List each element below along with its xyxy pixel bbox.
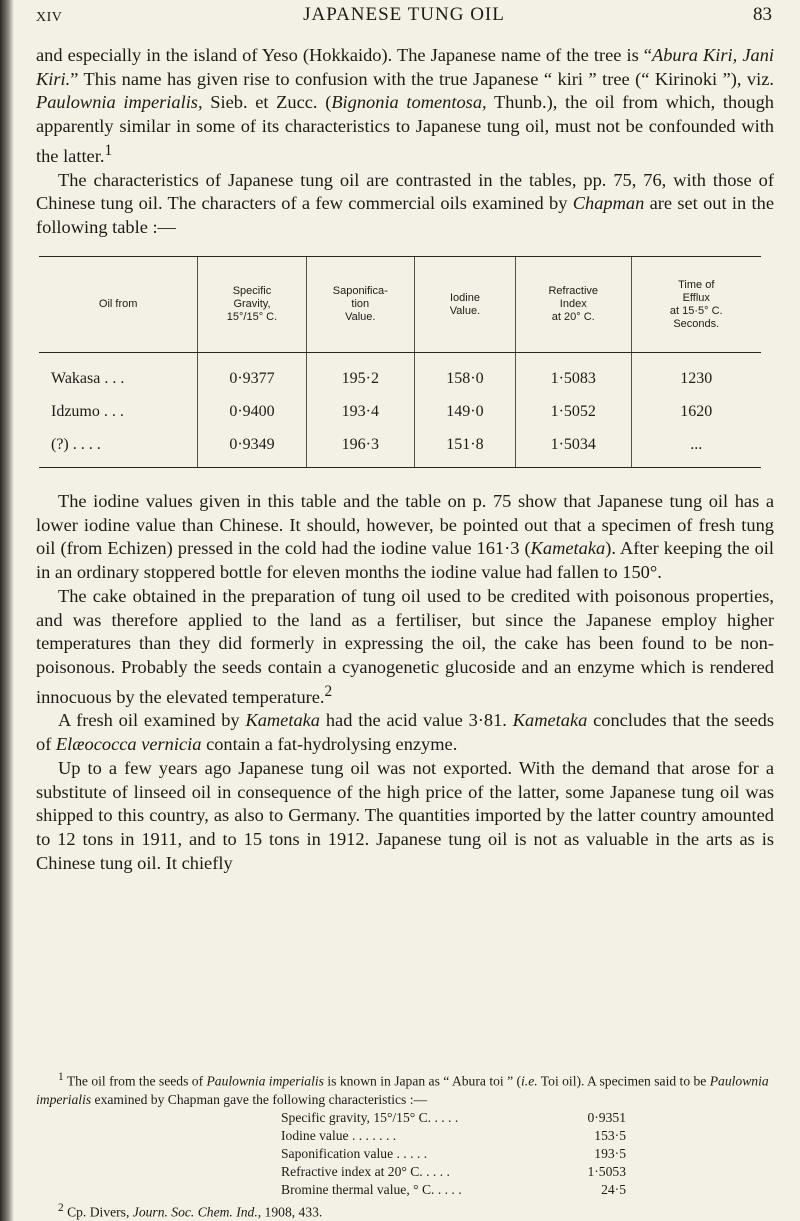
col-refractive-index: Refractive Index at 20° C. [516,257,632,353]
footnote-2: $^2$ Cp. Divers, Journ. Soc. Chem. Ind., 1908, 433. [58,1201,323,1220]
paragraph-acid-value: A fresh oil examined by Kametaka had the acid value 3·81. Kametaka concludes that the seeds of Elæococca vernicia contain a fat-hydrolysing enzyme. [36,710,775,755]
running-title: JAPANESE TUNG OIL [303,4,505,25]
list-item: Specific gravity, 15°/15° C. . . . . 0·9351 [281,1109,626,1125]
table-row: Wakasa . . . 0·9377 195·2 158·0 1·5083 1230 [39,353,761,396]
col-oil-from: Oil from [39,257,198,353]
footnote-ref-2: 2 [324,682,333,700]
paulownia-characteristics-list [281,1109,626,1199]
col-saponification: Saponifica- tion Value. [306,257,414,353]
list-item: Saponification value . . . . . 193·5 [281,1145,626,1161]
paragraph-yeso: and especially in the island of Yeso (Hokkaido). The Japanese name of the tree is “Abura Kiri, Jani Kiri.” This name has given rise to confusion with the true Japanese “ kiri ” tree (“ Kirinoki ”), viz. Paulownia imperialis, Sieb. et Zucc. (Bignonia tomentosa, Thunb.), the oil from which, though apparently similar in some of its characteristics to Japanese tung oil, must not be confounded with the latter.$^1$ [36,45,774,166]
footnotes [36,1068,774,1221]
page-number: 83 [753,4,772,25]
footnote-1: $^1$ The oil from the seeds of Paulownia imperialis is known in Japan as “ Abura toi ” (i.e. Toi oil). A specimen said to be Paulownia imperialis examined by Chapman gave the following characteristics :— [36,1071,769,1107]
footnote-ref-1: 1 [104,141,113,159]
body-text-top [36,44,774,240]
table-row: Idzumo . . . 0·9400 193·4 149·0 1·5052 1620 [39,396,761,429]
table-header-row [39,257,761,353]
paragraph-characteristics: The characteristics of Japanese tung oil are contrasted in the tables, pp. 75, 76, with those of Chinese tung oil. The characters of a few commercial oils examined by Chapman are set out in the following table :— [36,169,774,238]
paragraph-iodine: The iodine values given in this table and the table on p. 75 show that Japanese tung oil has a lower iodine value than Chinese. It should, however, be pointed out that a specimen of fresh tung oil (from Echizen) pressed in the cold had the iodine value 161·3 (Kametaka). After keeping the oil in an ordinary stoppered bottle for eleven months the iodine value had fallen to 150°. [36,491,774,583]
col-time-of-efflux: Time of Efflux at 15·5° C. Seconds. [631,257,761,353]
paragraph-cake: The cake obtained in the preparation of tung oil used to be credited with poisonous properties, and was therefore applied to the land as a fertiliser, but since the Japanese employ higher temperatures than they did formerly in expressing the oil, the cake has been found to be non-poisonous. Probably the seeds contain a cyanogenetic glucoside and an enzyme which is rendered innocuous by the elevated temperature.$^2$ [36,585,774,707]
list-item: Bromine thermal value, ° C. . . . . 24·5 [281,1181,626,1197]
col-iodine: Iodine Value. [414,257,515,353]
list-item: Refractive index at 20° C. . . . . 1·5053 [281,1163,626,1179]
page-binding-edge [0,0,14,1221]
table-row: (?) . . . . 0·9349 196·3 151·8 1·5034 ... [39,429,761,468]
running-header [36,4,772,30]
col-specific-gravity: Specific Gravity, 15°/15° C. [198,257,306,353]
chapter-number: XIV [36,10,63,25]
body-text-main [36,490,774,875]
oil-characteristics-table [39,256,761,468]
paragraph-exports: Up to a few years ago Japanese tung oil was not exported. With the demand that arose for a substitute of linseed oil in consequence of the high price of the latter, some Japanese tung oil was shipped to this country, as also to Germany. The quantities imported by the latter country amounted to 12 tons in 1911, and to 15 tons in 1912. Japanese tung oil is not as valuable in the arts as is Chinese tung oil. It chiefly [36,757,774,873]
list-item: Iodine value . . . . . . . 153·5 [281,1127,626,1143]
